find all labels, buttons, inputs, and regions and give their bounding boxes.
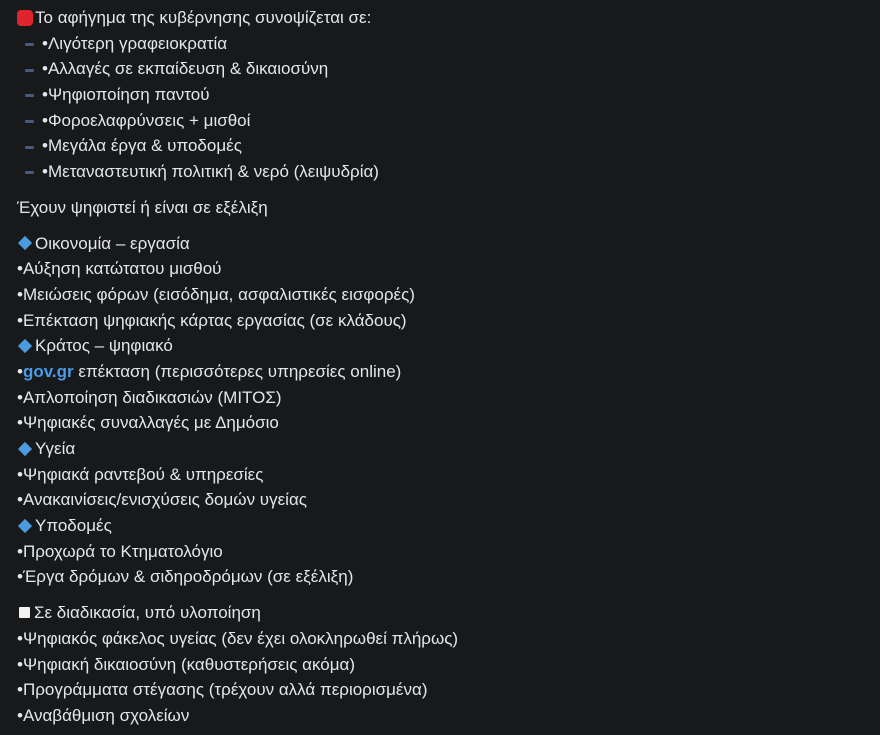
white-square-icon <box>19 607 30 618</box>
summary-item: •Αλλαγές σε εκπαίδευση & δικαιοσύνη <box>17 56 880 82</box>
list-item: •Προχωρά το Κτηματολόγιο <box>17 541 223 561</box>
list-item: •Αύξηση κατώτατου μισθού <box>17 259 222 279</box>
list-item: •Αναβάθμιση σχολείων <box>17 705 190 725</box>
dash-icon <box>25 43 34 46</box>
list-item: •Ψηφιακές συναλλαγές με Δημόσιο <box>17 413 279 433</box>
gov-gr-link[interactable]: gov.gr <box>22 361 74 381</box>
summary-item: •Λιγότερη γραφειοκρατία <box>17 31 880 57</box>
list-item: •Ψηφιακή δικαιοσύνη (καθυστερήσεις ακόμα) <box>17 654 356 674</box>
list-item: •Απλοποίηση διαδικασιών (ΜΙΤΟΣ) <box>17 387 282 407</box>
list-item: •Ψηφιακός φάκελος υγείας (δεν έχει ολοκληρωθεί πλήρως) <box>17 628 459 648</box>
list-item: •Ψηφιακά ραντεβού & υπηρεσίες <box>17 464 264 484</box>
summary-item: •Μεταναστευτική πολιτική & νερό (λειψυδρία) <box>17 159 880 185</box>
list-item: •Προγράμματα στέγασης (τρέχουν αλλά περιορισμένα) <box>17 680 428 700</box>
dash-icon <box>25 94 34 97</box>
passed-heading: Έχουν ψηφιστεί ή είναι σε εξέλιξη <box>17 197 268 217</box>
red-square-icon <box>17 10 33 26</box>
section-health-title: Υγεία <box>17 436 880 462</box>
summary-item: •Ψηφιοποίηση παντού <box>17 82 880 108</box>
dash-icon <box>25 69 34 72</box>
list-item: • gov.gr επέκταση (περισσότερες υπηρεσίες online) <box>17 359 880 385</box>
blue-diamond-icon <box>18 236 32 250</box>
summary-item: •Φοροελαφρύνσεις + μισθοί <box>17 108 880 134</box>
intro-line <box>17 5 880 31</box>
section-economy-title: Οικονομία – εργασία <box>17 231 880 257</box>
blue-diamond-icon <box>18 519 32 533</box>
summary-item: •Μεγάλα έργα & υποδομές <box>17 133 880 159</box>
blue-diamond-icon <box>18 442 32 456</box>
dash-icon <box>25 171 34 174</box>
list-item: •Ανακαινίσεις/ενισχύσεις δομών υγείας <box>17 490 307 510</box>
dash-icon <box>25 146 34 149</box>
list-item: •Επέκταση ψηφιακής κάρτας εργασίας (σε κλάδους) <box>17 310 407 330</box>
section-pending-title: Σε διαδικασία, υπό υλοποίηση <box>17 600 880 626</box>
dash-icon <box>25 120 34 123</box>
blue-diamond-icon <box>18 339 32 353</box>
list-item: •Έργα δρόμων & σιδηροδρόμων (σε εξέλιξη) <box>17 567 354 587</box>
section-infra-title: Υποδομές <box>17 513 880 539</box>
intro-text: Το αφήγημα της κυβέρνησης συνοψίζεται σε: <box>35 8 372 27</box>
section-state-title: Κράτος – ψηφιακό <box>17 333 880 359</box>
list-item: •Μειώσεις φόρων (εισόδημα, ασφαλιστικές εισφορές) <box>17 284 415 304</box>
